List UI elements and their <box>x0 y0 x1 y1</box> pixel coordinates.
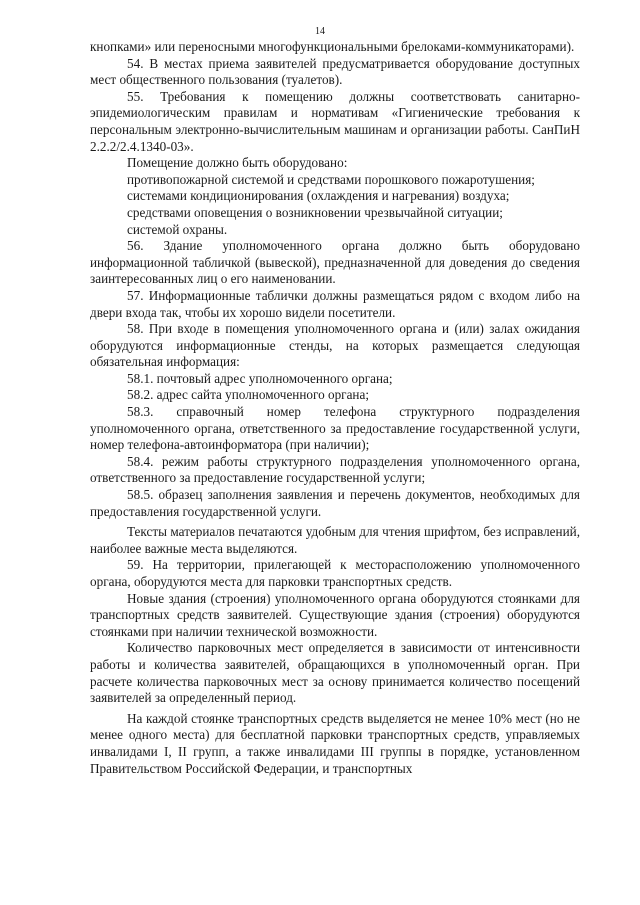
paragraph-54: 54. В местах приема заявителей предусматривается оборудование доступных мест общественного пользования (туалетов). <box>90 55 580 88</box>
paragraph-59: 59. На территории, прилегающей к месторасположению уполномоченного органа, оборудуются места для парковки транспортных средств. <box>90 557 580 589</box>
equipment-item-climate: системами кондиционирования (охлаждения и нагревания) воздуха; <box>127 188 510 204</box>
equipment-item-fire: противопожарной системой и средствами порошкового пожаротушения; <box>127 171 535 187</box>
paragraph-56: 56. Здание уполномоченного органа должно быть оборудовано информационной табличкой (вывеской), предназначенной для доведения до сведения заинтересованных лиц о его наименовании. <box>90 238 580 287</box>
paragraph-disabled-parking: На каждой стоянке транспортных средств выделяется не менее 10% мест (но не менее одного места) для бесплатной парковки транспортных средств, управляемых инвалидами I, II групп, а также инвалидами III группы в порядке, установленном Правительством Российской Федерации, и транспортных <box>90 710 580 776</box>
paragraph-55: 55. Требования к помещению должны соответствовать санитарно-эпидемиологическим правилам и нормативам «Гигиенические требования к персональным электронно-вычислительным машинам и организации работы. СанПиН 2.2.2/2.4.1340-03». <box>90 88 580 154</box>
page-number: 14 <box>315 26 325 37</box>
paragraph-58: 58. При входе в помещения уполномоченного органа и (или) залах ожидания оборудуются информационные стенды, на которых размещается следующая обязательная информация: <box>90 321 580 370</box>
paragraph-58-3: 58.3. справочный номер телефона структурного подразделения уполномоченного органа, ответственного за предоставление государственной услуги, номер телефона-автоинформатора (при наличии); <box>90 404 580 453</box>
paragraph-58-2: 58.2. адрес сайта уполномоченного органа; <box>127 387 369 403</box>
paragraph-continuation: кнопками» или переносными многофункциональными брелоками-коммуникаторами). <box>90 39 575 54</box>
equipment-item-security: системой охраны. <box>127 221 228 237</box>
paragraph-58-1: 58.1. почтовый адрес уполномоченного органа; <box>127 370 393 386</box>
equipment-intro: Помещение должно быть оборудовано: <box>127 155 348 171</box>
paragraph-57: 57. Информационные таблички должны размещаться рядом с входом либо на двери входа так, чтобы их хорошо видели посетители. <box>90 287 580 320</box>
equipment-item-alert: средствами оповещения о возникновении чрезвычайной ситуации; <box>127 204 503 220</box>
paragraph-parking-count: Количество парковочных мест определяется в зависимости от интенсивности работы и количества заявителей, обращающихся в уполномоченный орган. При расчете количества парковочных мест за основу принимается количество посещений заявителей за определенный период. <box>90 640 580 706</box>
paragraph-58-5: 58.5. образец заполнения заявления и перечень документов, необходимых для предоставления государственной услуги. <box>90 487 580 519</box>
paragraph-58-4: 58.4. режим работы структурного подразделения уполномоченного органа, ответственного за предоставление государственной услуги; <box>90 453 580 486</box>
document-body <box>90 39 580 777</box>
paragraph-texts-materials: Тексты материалов печатаются удобным для чтения шрифтом, без исправлений, наиболее важные места выделяются. <box>90 524 580 556</box>
paragraph-new-buildings: Новые здания (строения) уполномоченного органа оборудуются стоянками для транспортных средств заявителей. Существующие здания (строения) оборудуются стоянками при наличии технической возможности. <box>90 590 580 639</box>
